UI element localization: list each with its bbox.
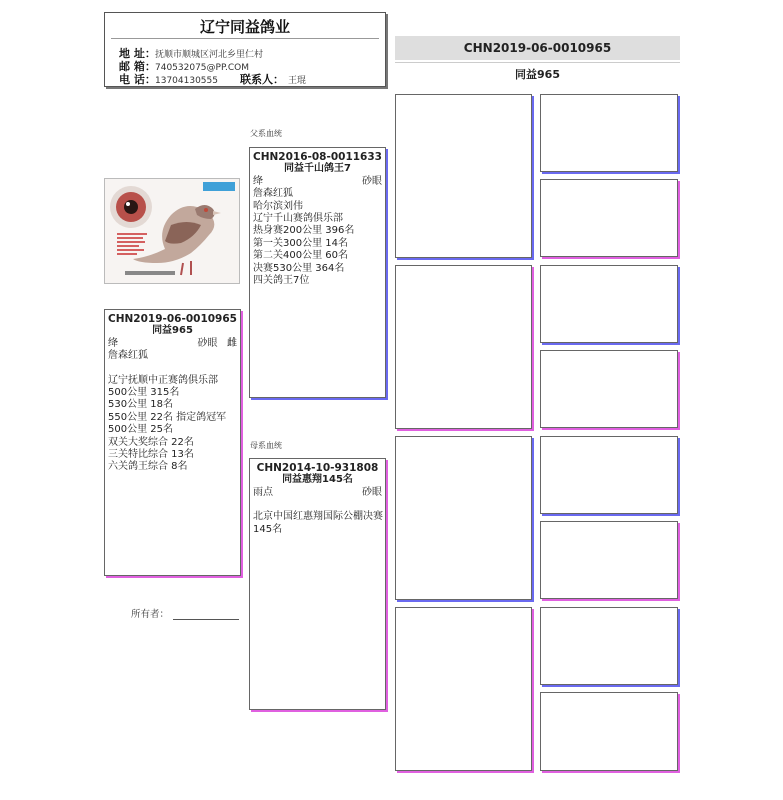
grandsire-maternal-card [395, 436, 532, 600]
subject-divider [395, 62, 680, 63]
subject-line: 530公里 18名 [108, 399, 173, 411]
sire-attrs [250, 176, 385, 188]
dam-line: 145名 [253, 523, 283, 535]
sire-card [249, 147, 386, 398]
header-divider [111, 38, 379, 39]
subject-card-attrs [105, 338, 240, 350]
pigeon-illustration [105, 179, 239, 283]
contact-label: 联系人： [240, 73, 284, 86]
subject-line: 双关大奖综合 22名 [108, 436, 194, 448]
sire-line: 辽宁千山赛鸽俱乐部 [253, 213, 343, 225]
great-grandparent-card [540, 607, 678, 685]
phone-value: 13704130555 [155, 76, 218, 86]
dam-color: 雨点 [253, 486, 273, 498]
great-grandparent-card [540, 436, 678, 514]
owner-field [131, 606, 239, 620]
owner-underline [173, 610, 239, 620]
subject-name: 同益965 [515, 68, 560, 81]
great-grandparent-card [540, 94, 678, 172]
great-grandparent-card [540, 179, 678, 257]
dam-attrs [250, 487, 385, 499]
grandsire-paternal-card [395, 94, 532, 258]
sire-line: 第二关400公里 60名 [253, 250, 348, 262]
subject-line: 550公里 22名 指定鸽冠军 [108, 411, 227, 423]
subject-line: 六关鸽王综合 8名 [108, 461, 188, 473]
address-value: 抚顺市顺城区河北乡里仁村 [155, 50, 264, 60]
great-grandparent-card [540, 265, 678, 343]
pigeon-photo [104, 178, 240, 284]
great-grandparent-card [540, 350, 678, 428]
sire-line: 热身赛200公里 396名 [253, 225, 355, 237]
subject-line: 辽宁抚顺中正赛鸽俱乐部 [108, 374, 218, 386]
sire-line: 詹森红狐 [253, 188, 293, 200]
sire-color: 绛 [253, 175, 263, 187]
company-header [104, 12, 386, 87]
phone-label: 电 话： [119, 73, 156, 86]
company-name: 辽宁同益鸽业 [199, 18, 290, 36]
subject-line [105, 363, 240, 375]
father-line-label: 父系血统 [250, 129, 282, 138]
subject-line: 三关特比综合 13名 [108, 449, 194, 461]
subject-line: 500公里 25名 [108, 424, 173, 436]
sire-ring: CHN2016-08-0011633 [253, 151, 382, 163]
email-value: 740532075@PP.COM [155, 63, 249, 73]
sire-line: 哈尔滨刘伟 [253, 200, 303, 212]
granddam-paternal-card [395, 265, 532, 429]
great-grandparent-card [540, 521, 678, 599]
subject-sex: 雌 [227, 337, 237, 349]
dam-name: 同益惠翔145名 [282, 474, 353, 486]
dam-line [250, 499, 385, 511]
great-grandparent-card [540, 692, 678, 771]
granddam-maternal-card [395, 607, 532, 771]
email-label: 邮 箱： [119, 60, 156, 73]
subject-line: 詹森红狐 [108, 350, 148, 362]
dam-ring: CHN2014-10-931808 [256, 462, 379, 474]
sire-line: 四关鸽王7位 [253, 275, 310, 287]
sire-line: 决赛530公里 364名 [253, 262, 345, 274]
mother-line-label: 母系血统 [250, 441, 282, 450]
dam-line: 北京中国红惠翔国际公棚决赛 [253, 511, 383, 523]
subject-eye: 砂眼 [197, 337, 218, 349]
subject-card-ring: CHN2019-06-0010965 [108, 313, 237, 325]
sire-line: 第一关300公里 14名 [253, 237, 348, 249]
phone-row [119, 71, 306, 87]
sire-name: 同益千山鸽王7 [284, 163, 351, 175]
subject-line: 500公里 315名 [108, 387, 180, 399]
sire-eye: 砂眼 [362, 175, 382, 187]
dam-eye: 砂眼 [362, 486, 382, 498]
subject-card [104, 309, 241, 576]
subject-card-name: 同益965 [152, 325, 193, 337]
subject-ring-bar: CHN2019-06-0010965 [395, 36, 680, 60]
subject-color: 绛 [108, 337, 118, 349]
owner-label: 所有者： [131, 609, 170, 620]
address-label: 地 址： [119, 47, 156, 60]
dam-card [249, 458, 386, 710]
contact-value: 王琨 [288, 76, 307, 86]
